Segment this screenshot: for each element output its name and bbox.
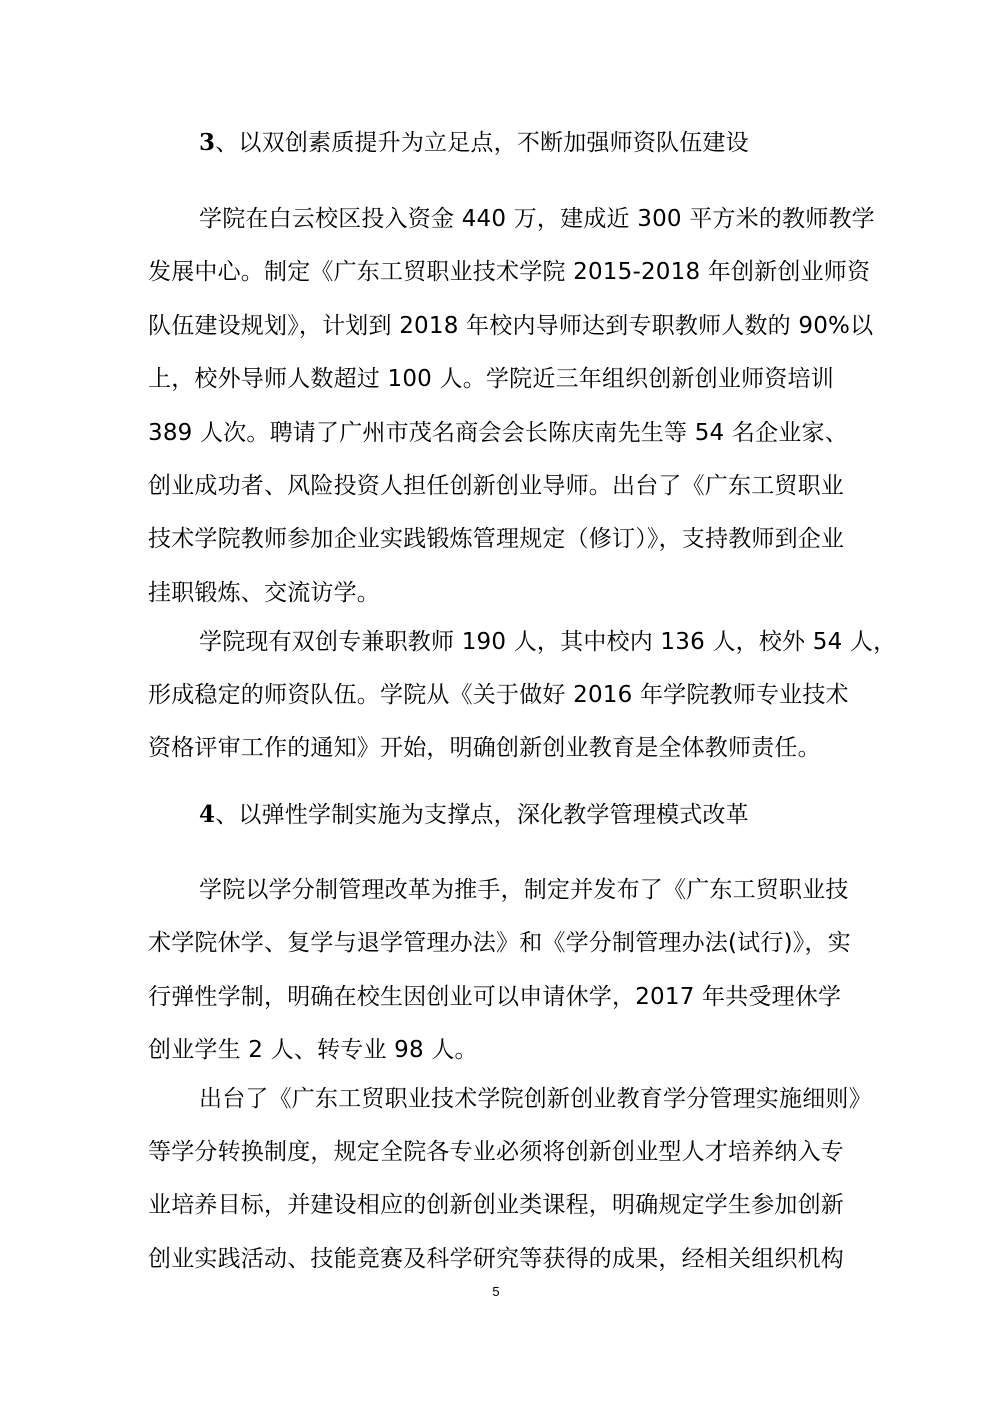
s3-p1-line-7: 技术学院教师参加企业实践锻炼管理规定（修订）》，支持教师到企业: [148, 526, 845, 552]
s4-p2-line-4: 创业实践活动、技能竞赛及科学研究等获得的成果，经相关组织机构: [148, 1246, 844, 1272]
section-4-number: 4: [199, 801, 216, 828]
s4-p2-line-2: 等学分转换制度，规定全院各专业必须将创新创业型人才培养纳入专: [148, 1139, 844, 1165]
s3-p2-line-3: 资格评审工作的通知》开始，明确创新创业教育是全体教师责任。: [148, 735, 821, 761]
s3-p1-line-6: 创业成功者、风险投资人担任创新创业导师。出台了《广东工贸职业: [148, 473, 844, 499]
s3-p1-line-8: 挂职锻炼、交流访学。: [148, 580, 380, 606]
s3-p1-line-5: 389 人次。聘请了广州市茂名商会会长陈庆南先生等 54 名企业家、: [148, 420, 848, 446]
section-4-title: 、以弹性学制实施为支撑点，深化教学管理模式改革: [215, 802, 749, 828]
section-3-number: 3: [199, 129, 216, 156]
s4-p1-line-1: 学院以学分制管理改革为推手，制定并发布了《广东工贸职业技: [199, 877, 849, 903]
s3-p2-line-2: 形成稳定的师资队伍。学院从《关于做好 2016 年学院教师专业技术: [148, 682, 849, 708]
s4-p1-line-4: 创业学生 2 人、转专业 98 人。: [148, 1037, 478, 1063]
s3-p1-line-2: 发展中心。制定《广东工贸职业技术学院 2015-2018 年创新创业师资: [148, 259, 871, 285]
s3-p1-line-4: 上，校外导师人数超过 100 人。学院近三年组织创新创业师资培训: [148, 366, 834, 392]
s3-p2-line-1: 学院现有双创专兼职教师 190 人，其中校内 136 人，校外 54 人，: [199, 629, 897, 655]
s3-p1-line-3: 队伍建设规划》，计划到 2018 年校内导师达到专职教师人数的 90%以: [148, 313, 874, 339]
s4-p1-line-3: 行弹性学制，明确在校生因创业可以申请休学，2017 年共受理休学: [148, 984, 842, 1010]
s4-p2-line-1: 出台了《广东工贸职业技术学院创新创业教育学分管理实施细则》: [199, 1086, 872, 1112]
s3-p1-line-1: 学院在白云校区投入资金 440 万，建成近 300 平方米的教师教学: [199, 206, 875, 232]
section-4-heading: [199, 800, 899, 830]
s4-p1-line-2: 术学院休学、复学与退学管理办法》和《学分制管理办法(试行)》，实: [148, 930, 851, 956]
section-3-title: 、以双创素质提升为立足点，不断加强师资队伍建设: [215, 130, 749, 156]
s4-p2-line-3: 业培养目标，并建设相应的创新创业类课程，明确规定学生参加创新: [148, 1192, 844, 1218]
section-3-heading: [199, 128, 899, 158]
page-number: 5: [492, 1284, 500, 1299]
